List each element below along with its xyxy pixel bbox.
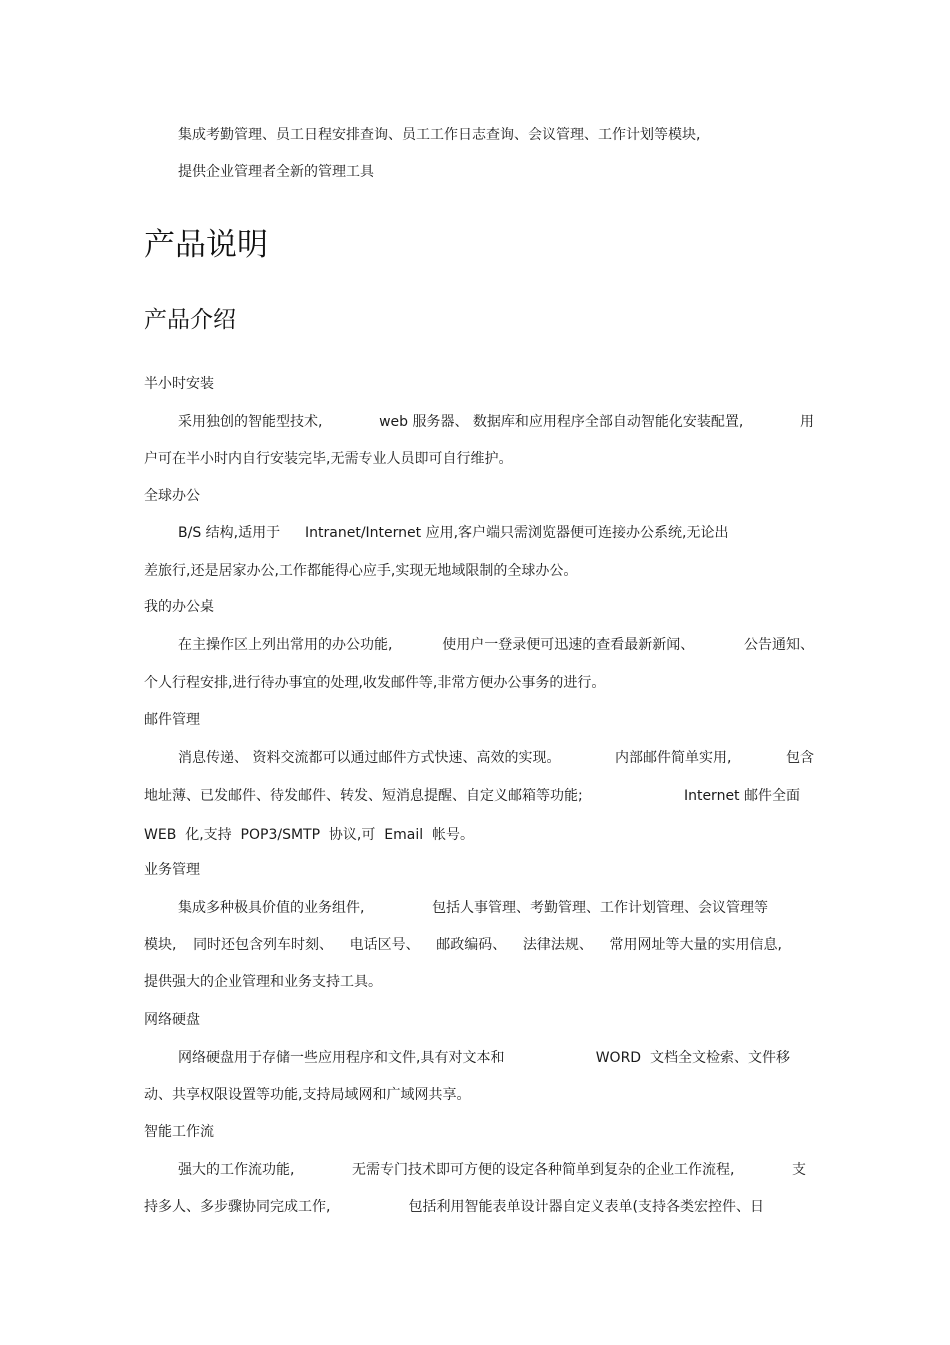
section-heading-workflow: 智能工作流 (144, 1124, 214, 1140)
text-segment: 电话区号、 (349, 937, 420, 953)
text-segment: 常用网址等大量的实用信息, (609, 937, 782, 953)
text-segment: 公告通知、 (743, 637, 814, 653)
text-segment: Internet 邮件全面 (683, 788, 800, 804)
paragraph-line (178, 412, 814, 432)
paragraph-line: 个人行程安排,进行待办事宜的处理,收发邮件等,非常方便办公事务的进行。 (144, 675, 606, 691)
paragraph-line (144, 786, 800, 806)
text-segment: Intranet/Internet 应用,客户端只需浏览器便可连接办公系统,无论出 (305, 525, 729, 541)
section-subtitle: 产品介绍 (144, 307, 236, 333)
paragraph-line: 提供强大的企业管理和业务支持工具。 (144, 974, 382, 990)
text-segment: 采用独创的智能型技术, (178, 414, 323, 430)
text-segment: 无需专门技术即可方便的设定各种简单到复杂的企业工作流程, (352, 1162, 735, 1178)
section-heading-business: 业务管理 (144, 862, 200, 878)
paragraph-line (178, 1160, 806, 1180)
paragraph-line (144, 935, 782, 955)
text-segment: 模块, (144, 937, 177, 953)
paragraph-line (178, 1048, 790, 1068)
paragraph-line: 户可在半小时内自行安装完毕,无需专业人员即可自行维护。 (144, 451, 513, 467)
text-segment: 包括人事管理、考勤管理、工作计划管理、会议管理等 (432, 900, 768, 916)
section-heading-mail: 邮件管理 (144, 712, 200, 728)
text-segment: web 服务器、 数据库和应用程序全部自动智能化安装配置, (379, 414, 744, 430)
text-segment: 使用户一登录便可迅速的查看最新新闻、 (442, 637, 695, 653)
text-segment: 支 (792, 1162, 806, 1178)
text-segment: 同时还包含列车时刻、 (193, 937, 334, 953)
section-heading-install: 半小时安装 (144, 376, 214, 392)
paragraph-line (178, 898, 768, 918)
paragraph-line (178, 523, 768, 543)
text-segment: 邮政编码、 (436, 937, 507, 953)
text-segment: 持多人、多步骤协同完成工作, (144, 1199, 331, 1215)
section-heading-global-office: 全球办公 (144, 488, 200, 504)
paragraph-line: 动、共享权限设置等功能,支持局域网和广域网共享。 (144, 1087, 471, 1103)
text-segment: WORD 文档全文检索、文件移 (595, 1050, 790, 1066)
intro-line-2: 提供企业管理者全新的管理工具 (178, 164, 374, 180)
paragraph-line: 差旅行,还是居家办公,工作都能得心应手,实现无地域限制的全球办公。 (144, 563, 578, 579)
paragraph-line: WEB 化,支持 POP3/SMTP 协议,可 Email 帐号。 (144, 827, 475, 843)
section-heading-my-desk: 我的办公桌 (144, 599, 214, 615)
paragraph-line (178, 748, 814, 768)
text-segment: 包含 (786, 750, 814, 766)
text-segment: 地址薄、已发邮件、待发邮件、转发、短消息提醒、自定义邮箱等功能; (144, 788, 583, 804)
section-heading-network-disk: 网络硬盘 (144, 1012, 200, 1028)
text-segment: 在主操作区上列出常用的办公功能, (178, 637, 393, 653)
text-segment: 网络硬盘用于存储一些应用程序和文件,具有对文本和 (178, 1050, 505, 1066)
text-segment: 集成多种极具价值的业务组件, (178, 900, 365, 916)
text-segment: 法律法规、 (522, 937, 593, 953)
intro-line-1: 集成考勤管理、员工日程安排查询、员工工作日志查询、会议管理、工作计划等模块, (178, 127, 701, 143)
paragraph-line (178, 635, 814, 655)
text-segment: 强大的工作流功能, (178, 1162, 295, 1178)
text-segment: B/S 结构,适用于 (178, 525, 281, 541)
text-segment: 用 (799, 414, 814, 430)
paragraph-line (144, 1197, 764, 1217)
text-segment: 内部邮件简单实用, (615, 750, 732, 766)
page-title: 产品说明 (144, 227, 268, 263)
text-segment: 消息传递、 资料交流都可以通过邮件方式快速、高效的实现。 (178, 750, 561, 766)
text-segment: 包括利用智能表单设计器自定义表单(支持各类宏控件、日 (408, 1199, 764, 1215)
